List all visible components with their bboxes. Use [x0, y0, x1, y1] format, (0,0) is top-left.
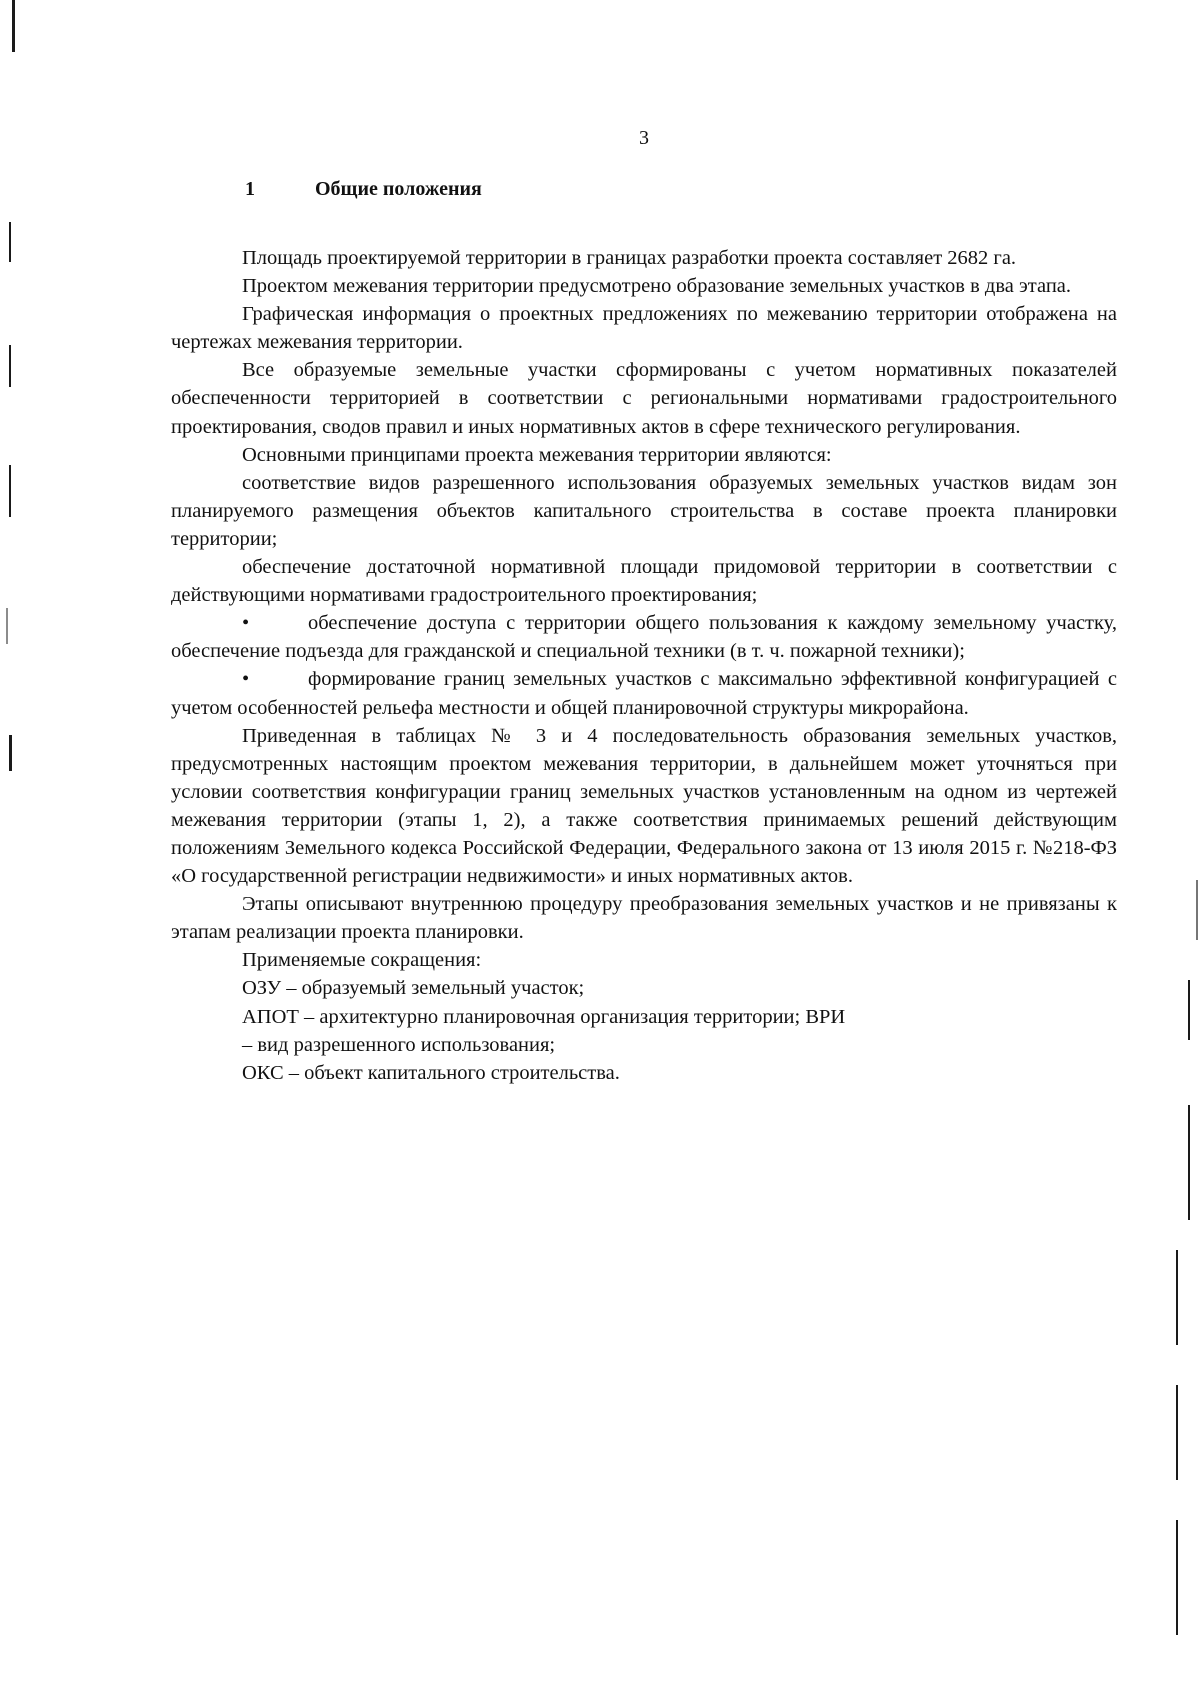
paragraph: ОКС – объект капитального строительства.	[242, 1061, 620, 1084]
paragraph: Графическая информация о проектных предложениях по межеванию территории отображена на чертежах межевания территории.	[171, 303, 1117, 354]
scan-edge-mark	[6, 608, 8, 644]
scan-edge-mark	[1196, 880, 1198, 940]
scan-edge-mark	[9, 465, 11, 517]
scan-edge-mark	[9, 222, 11, 262]
paragraph: Все образуемые земельные участки сформированы с учетом нормативных показателей обеспеченности территорией в соответствии с региональными нормативами градостроительного проектирования, сводов правил и иных нормативных актов в сфере технического регулирования.	[171, 359, 1117, 438]
section-title: Общие положения	[315, 178, 482, 200]
bullet-paragraph	[171, 609, 1117, 665]
scan-edge-mark	[1176, 1385, 1178, 1480]
bullet-marker: •	[242, 612, 250, 635]
page-number: 3	[639, 127, 649, 149]
scan-edge-mark	[12, 0, 15, 52]
scan-edge-mark	[1176, 1250, 1178, 1345]
section-heading	[245, 175, 482, 203]
paragraph: Применяемые сокращения:	[242, 949, 482, 972]
scan-edge-mark	[9, 735, 12, 771]
paragraph: Проектом межевания территории предусмотрено образование земельных участков в два этапа.	[242, 275, 1072, 298]
scan-edge-mark	[9, 345, 11, 387]
document-body	[171, 244, 1117, 1087]
section-number: 1	[245, 178, 255, 200]
paragraph: Основными принципами проекта межевания территории являются:	[242, 443, 832, 466]
paragraph: Приведенная в таблицах № 3 и 4 последовательность образования земельных участков, предусмотренных настоящим проектом межевания территории, в дальнейшем может уточняться при условии соответствия конфигурации границ земельных участков установленным на одном из чертежей межевания территории (этапы 1, 2), а также соответствия принимаемых решений действующим положениям Земельного кодекса Российской Федерации, Федерального закона от 13 июля 2015 г. №218-ФЗ «О государственной регистрации недвижимости» и иных нормативных актов.	[171, 724, 1117, 888]
scan-edge-mark	[1188, 1105, 1190, 1220]
scan-edge-mark	[1188, 980, 1190, 1040]
paragraph: АПОТ – архитектурно планировочная организация территории; ВРИ	[242, 1005, 846, 1028]
paragraph: Этапы описывают внутреннюю процедуру преобразования земельных участков и не привязаны к этапам реализации проекта планировки.	[171, 893, 1117, 944]
paragraph: обеспечение достаточной нормативной площади придомовой территории в соответствии с действующими нормативами градостроительного проектирования;	[171, 556, 1117, 607]
bullet-marker: •	[242, 668, 250, 691]
scan-edge-mark	[1176, 1520, 1178, 1635]
paragraph: ОЗУ – образуемый земельный участок;	[242, 977, 585, 1000]
bullet-paragraph	[171, 665, 1117, 721]
paragraph: – вид разрешенного использования;	[242, 1033, 556, 1056]
bullet-text: обеспечение доступа с территории общего пользования к каждому земельному участку, обеспечение подъезда для гражданской и специальной техники (в т. ч. пожарной техники);	[171, 612, 1117, 663]
bullet-text: формирование границ земельных участков с максимально эффективной конфигурацией с учетом особенностей рельефа местности и общей планировочной структуры микрорайона.	[171, 668, 1117, 719]
paragraph: соответствие видов разрешенного использования образуемых земельных участков видам зон планируемого размещения объектов капитального строительства в составе проекта планировки территории;	[171, 471, 1117, 550]
paragraph: Площадь проектируемой территории в границах разработки проекта составляет 2682 га.	[242, 247, 1017, 269]
